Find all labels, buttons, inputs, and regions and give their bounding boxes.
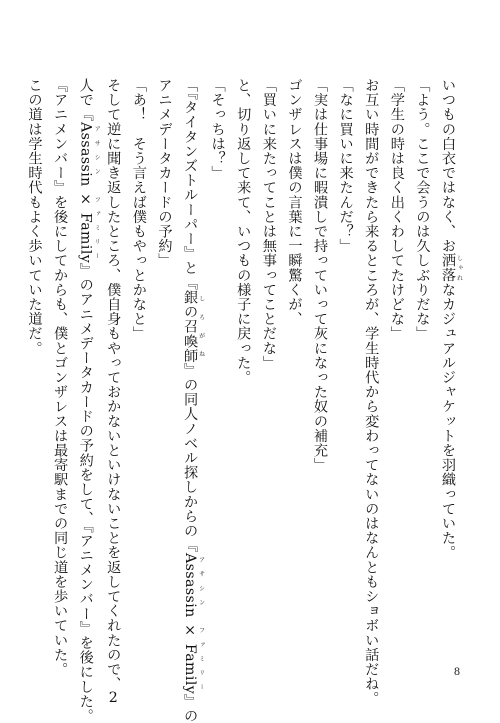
text-line-7: ゴンザレスは僕の言葉に一瞬驚くが、: [286, 78, 303, 327]
page-number: 8: [454, 664, 460, 678]
text-line-13: 「あ！ そう言えば僕もやっとかなと」: [130, 78, 147, 341]
text-line-11: 「『タイタンズトルーパー』と『銀の召喚師 しろがね』の同人ノベル探しからの『Assassin × Family アサシン ファミリー』の: [182, 78, 205, 723]
text-line-4: お互い時間ができたら来るところが、学生時代から変わってないのはなんともショボい話だね。: [363, 78, 380, 706]
text-line-6: 「実は仕事場に暇潰しで持っていって灰になった奴の補充」: [312, 78, 329, 473]
text-line-2: 「よう。ここで会うのは久しぶりだな」: [414, 78, 431, 341]
upright-number: 2: [108, 691, 118, 706]
furigana-shirogane: 銀の召喚師 しろがね: [182, 289, 205, 363]
text-line-12: アニメデータカードの予約」: [156, 78, 173, 268]
text-line-5: 「なに買いに来たんだ？」: [337, 78, 354, 254]
text-line-8: 「買いに来たってことは無事ってことだな」: [260, 78, 277, 370]
text-line-9: と、切り返して来て、いつもの様子に戻った。: [235, 78, 252, 385]
text-line-1: いつもの白衣ではなく、お洒落 しゃれなカジュアルジャケットを羽織っていた。: [440, 78, 463, 560]
text-line-17: この道は学生時代もよく歩いていた道だ。: [26, 78, 43, 356]
vertical-text-body: [26, 78, 463, 723]
text-line-10: 「そっちは？」: [209, 78, 226, 181]
text-line-14: そして逆に聞き返したところ、僕自身もやっておかないといけないことを返してくれたので、2: [105, 78, 122, 706]
text-line-15: 人で『Assassin × Family アサシン ファミリー』のアニメデータカードの予約をして、『アニメンバー』を後にした。: [77, 78, 101, 723]
text-line-16: 『アニメンバー』を後にしてからも、僕とゴンザレスは最寄駅までの同じ道を歩いていた。: [52, 78, 69, 677]
furigana-assassin-family: Assassin × Family アサシン ファミリー: [182, 552, 205, 694]
furigana-assassin-family-2: Assassin × Family アサシン ファミリー: [77, 121, 101, 264]
furigana-sharé: 洒落 しゃれ: [440, 253, 463, 283]
text-line-3: 「学生の時は良く出くわしてたけどな」: [388, 78, 405, 341]
